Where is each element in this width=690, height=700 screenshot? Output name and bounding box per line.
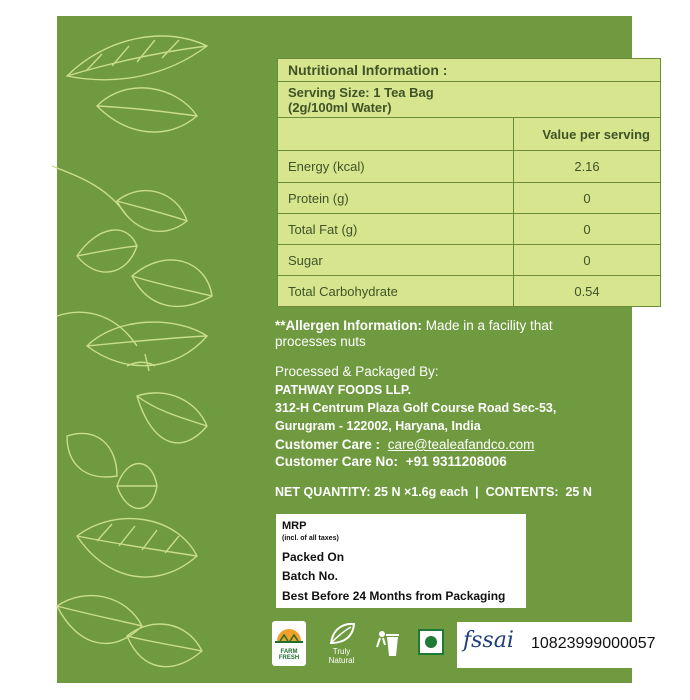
fresh-text: FRESH [278,655,300,661]
table-row [278,276,661,307]
address-line-1: 312-H Centrum Plaza Golf Course Road Sec-53, [275,401,557,415]
customer-care-no [275,454,675,470]
company-name: PATHWAY FOODS LLP. [275,383,412,397]
row-value: 0.54 [514,276,661,307]
certification-icons [272,621,672,671]
net-quantity: NET QUANTITY: 25 N ×1.6g each | CONTENTS: 25 N [275,485,592,499]
nutrition-title: Nutritional Information : [278,59,661,82]
table-row [278,183,661,214]
packed-on: Packed On [282,550,345,564]
best-before: Best Before 24 Months from Packaging [282,589,506,603]
row-value: 0 [514,214,661,245]
row-label: Sugar [278,245,514,276]
mrp-note: (incl. of all taxes) [282,535,339,542]
row-label: Total Carbohydrate [278,276,514,307]
allergen-label: **Allergen Information: [275,318,423,333]
veg-mark-icon [418,629,444,655]
header-spacer [278,118,514,151]
batch-no: Batch No. [282,569,339,583]
label-panel [57,16,656,683]
farm-fresh-badge [272,621,306,666]
fssai-license-number: 10823999000057 [531,635,656,652]
row-label: Energy (kcal) [278,151,514,183]
value-per-serving-header: Value per serving [514,118,661,151]
allergen-text-2: processes nuts [275,334,366,349]
table-row [278,245,661,276]
mrp-label: MRP [282,520,307,532]
farm-sun-icon [272,621,306,643]
row-label: Protein (g) [278,183,514,214]
nutrition-table [277,58,661,307]
row-value: 2.16 [514,151,661,183]
fssai-box [457,622,670,668]
serving-size [278,82,661,118]
address-line-2: Gurugram - 122002, Haryana, India [275,419,481,433]
care-label: Customer Care : [275,437,381,452]
row-value: 0 [514,245,661,276]
farm-text: FARM [280,649,298,655]
allergen-info [275,318,675,334]
table-row [278,151,661,183]
customer-care [275,437,675,453]
allergen-text: Made in a facility that [422,318,553,333]
truly-text: Truly [332,647,351,656]
serving-line-2: (2g/100ml Water) [288,99,392,115]
table-row [278,214,661,245]
natural-text: Natural [328,656,355,665]
product-info [275,318,675,500]
serving-line-1: Serving Size: 1 Tea Bag [288,84,434,100]
mrp-box [276,514,526,608]
leaf-illustration [57,16,217,683]
truly-natural-badge [314,621,369,666]
care-email-link[interactable]: care@tealeafandco.com [387,437,535,452]
packaged-heading: Processed & Packaged By: [275,364,439,379]
fssai-logo: fssai [463,628,514,653]
row-label: Total Fat (g) [278,214,514,245]
care-no-value: +91 9311208006 [405,454,507,469]
care-no-label: Customer Care No: [275,454,399,469]
leaf-icon [327,621,357,645]
dustbin-icon [374,629,400,657]
row-value: 0 [514,183,661,214]
